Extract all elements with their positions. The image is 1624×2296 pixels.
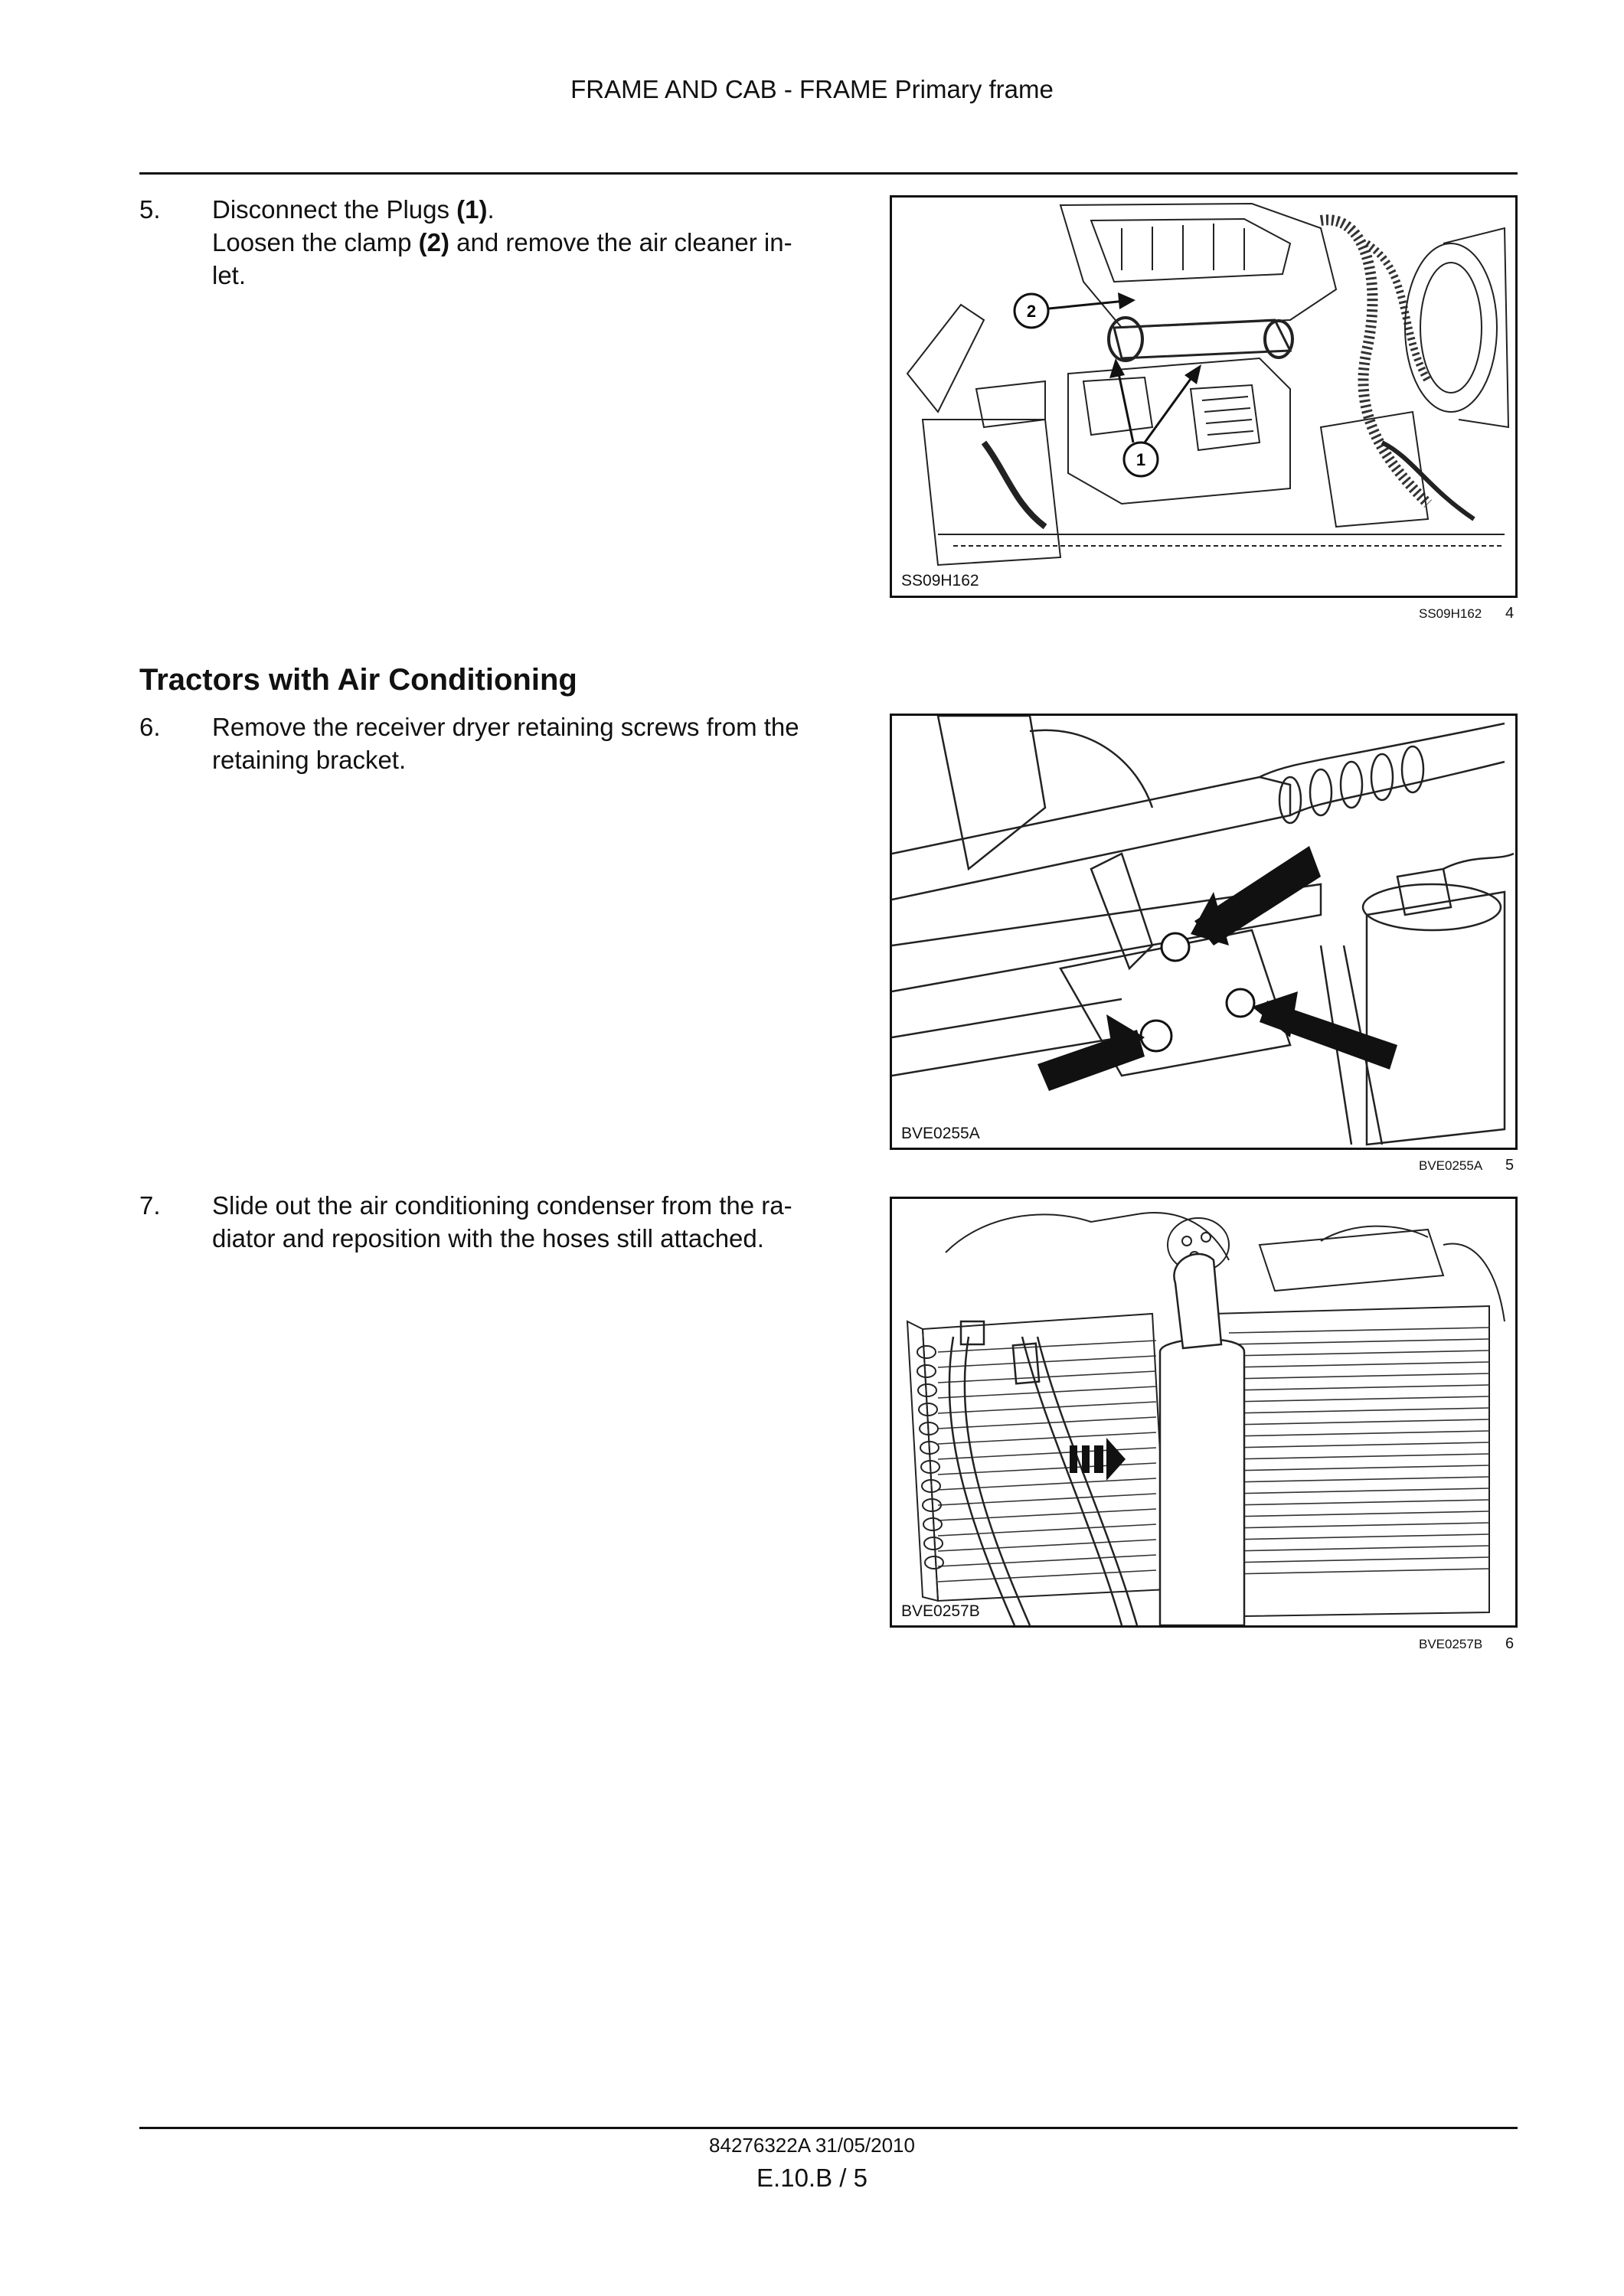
figure-ss09h162	[890, 195, 1518, 598]
callout-label-1: 1	[1135, 450, 1146, 469]
figure-bve0257b	[890, 1197, 1518, 1628]
callout-1	[1109, 358, 1201, 476]
receiver-dryer-illustration	[892, 716, 1515, 1148]
figure-number: 6	[1505, 1635, 1515, 1652]
figure-bve0255a	[890, 714, 1518, 1150]
figure-caption: BVE0257B	[1419, 1637, 1483, 1651]
figure-inset-label: BVE0257B	[898, 1602, 983, 1621]
retaining-screws	[1141, 933, 1254, 1051]
footer-rule	[139, 2127, 1518, 2129]
figure-caption: BVE0255A	[1419, 1158, 1483, 1173]
figure-inset-label: BVE0255A	[898, 1125, 983, 1143]
step-7	[139, 1189, 844, 1258]
page-header: FRAME AND CAB - FRAME Primary frame	[570, 75, 1054, 103]
callout-label-2: 2	[1026, 302, 1037, 321]
figure-number: 4	[1505, 605, 1515, 622]
step-number: 5.	[139, 195, 161, 224]
step-number: 7.	[139, 1191, 161, 1220]
step-6	[139, 710, 844, 779]
figure-number: 5	[1505, 1157, 1515, 1174]
condenser-illustration	[892, 1199, 1515, 1625]
engine-plugs-illustration	[892, 198, 1515, 596]
figure-inset-label: SS09H162	[898, 572, 982, 590]
figure-caption: SS09H162	[1419, 606, 1482, 621]
document-reference: 84276322A 31/05/2010	[709, 2134, 915, 2157]
step-text: Slide out the air conditioning condenser from the ra- diator and reposition with the hoses still attached.	[212, 1191, 792, 1253]
air-duct	[1160, 1339, 1244, 1625]
header-rule	[139, 172, 1518, 175]
step-text: Disconnect the Plugs (1). Loosen the clamp (2) and remove the air cleaner in- let.	[212, 195, 792, 289]
step-5	[139, 193, 844, 300]
step-text: Remove the receiver dryer retaining screws from the retaining bracket.	[212, 713, 799, 774]
section-title: Tractors with Air Conditioning	[139, 663, 577, 697]
page-number: E.10.B / 5	[756, 2164, 868, 2192]
step-number: 6.	[139, 713, 161, 741]
screw-arrows	[1037, 846, 1397, 1091]
